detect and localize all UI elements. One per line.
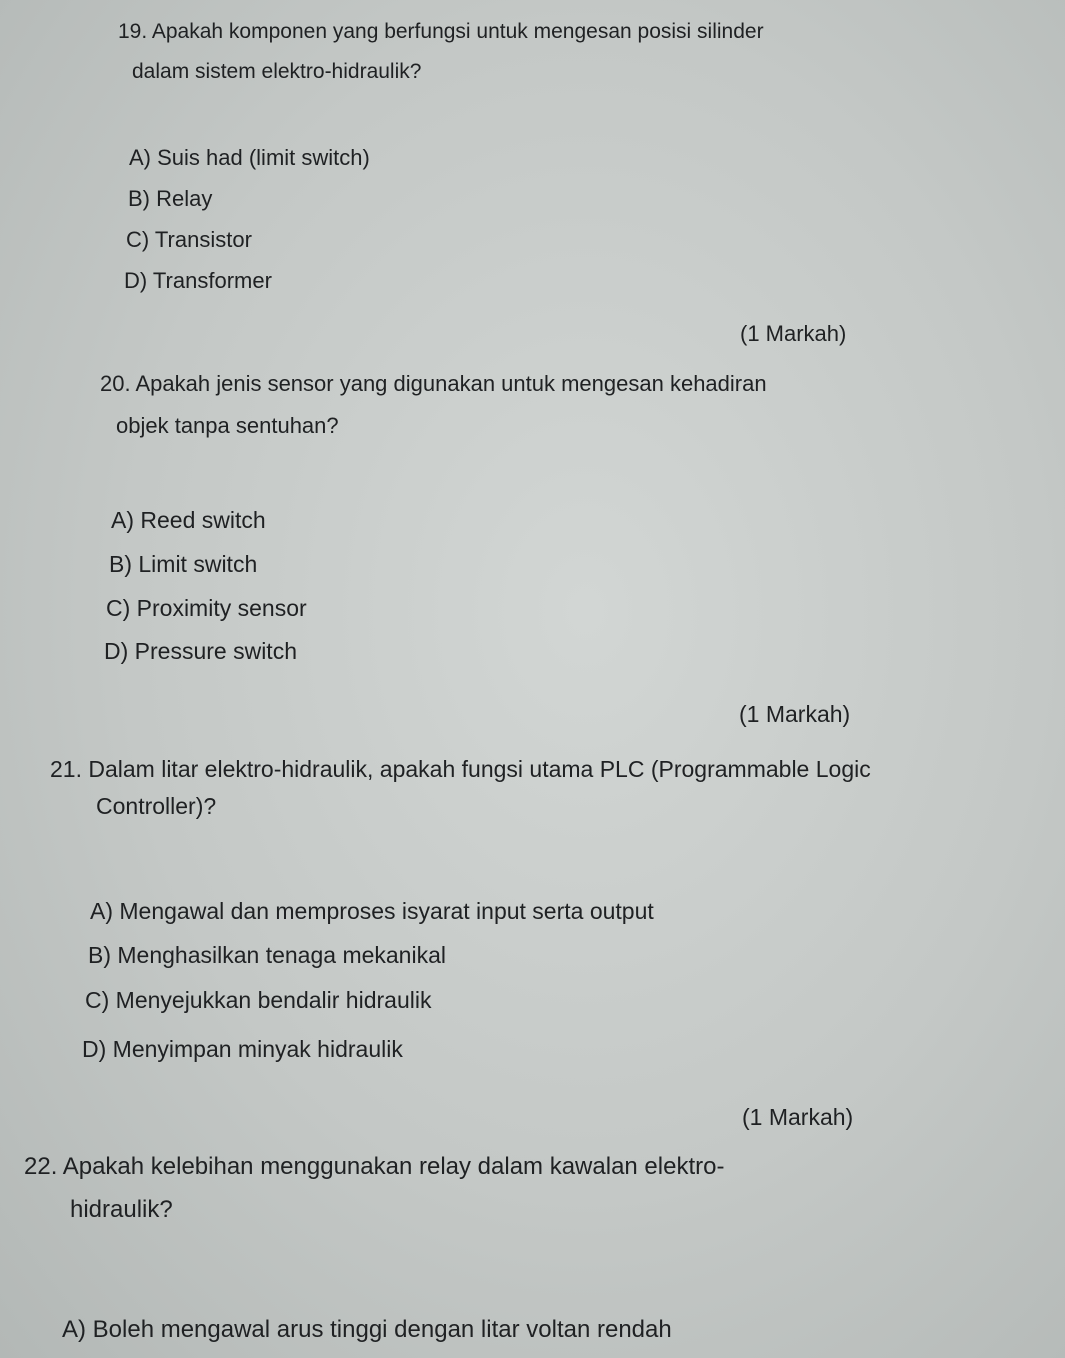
question-19-option-d: D) Transformer: [124, 268, 272, 293]
question-20-marks: (1 Markah): [739, 701, 851, 727]
question-21-line2: Controller)?: [96, 793, 217, 819]
question-21-option-d: D) Menyimpan minyak hidraulik: [82, 1036, 403, 1062]
question-20-line2: objek tanpa sentuhan?: [116, 413, 339, 438]
question-22-option-a: A) Boleh mengawal arus tinggi dengan litar voltan rendah: [62, 1316, 672, 1343]
question-19-line2: dalam sistem elektro-hidraulik?: [132, 60, 422, 83]
question-21-option-c: C) Menyejukkan bendalir hidraulik: [85, 987, 432, 1013]
question-20-option-d: D) Pressure switch: [104, 638, 297, 664]
question-20-option-a: A) Reed switch: [111, 507, 266, 533]
question-21-option-a: A) Mengawal dan memproses isyarat input serta output: [90, 898, 654, 924]
question-21-option-b: B) Menghasilkan tenaga mekanikal: [88, 942, 446, 968]
question-19-marks: (1 Markah): [740, 321, 847, 346]
question-19-option-b: B) Relay: [128, 186, 213, 211]
question-22-line1: 22. Apakah kelebihan menggunakan relay dalam kawalan elektro-: [24, 1153, 725, 1180]
question-19-option-c: C) Transistor: [126, 227, 252, 252]
question-19-option-a: A) Suis had (limit switch): [129, 145, 370, 170]
question-22-line2: hidraulik?: [70, 1196, 173, 1223]
question-20-option-c: C) Proximity sensor: [106, 595, 307, 621]
question-21-marks: (1 Markah): [742, 1104, 854, 1130]
question-19-line1: 19. Apakah komponen yang berfungsi untuk mengesan posisi silinder: [118, 20, 764, 43]
question-20-line1: 20. Apakah jenis sensor yang digunakan untuk mengesan kehadiran: [100, 371, 767, 396]
question-21-line1: 21. Dalam litar elektro-hidraulik, apakah fungsi utama PLC (Programmable Logic: [50, 756, 871, 782]
question-20-option-b: B) Limit switch: [109, 551, 258, 577]
